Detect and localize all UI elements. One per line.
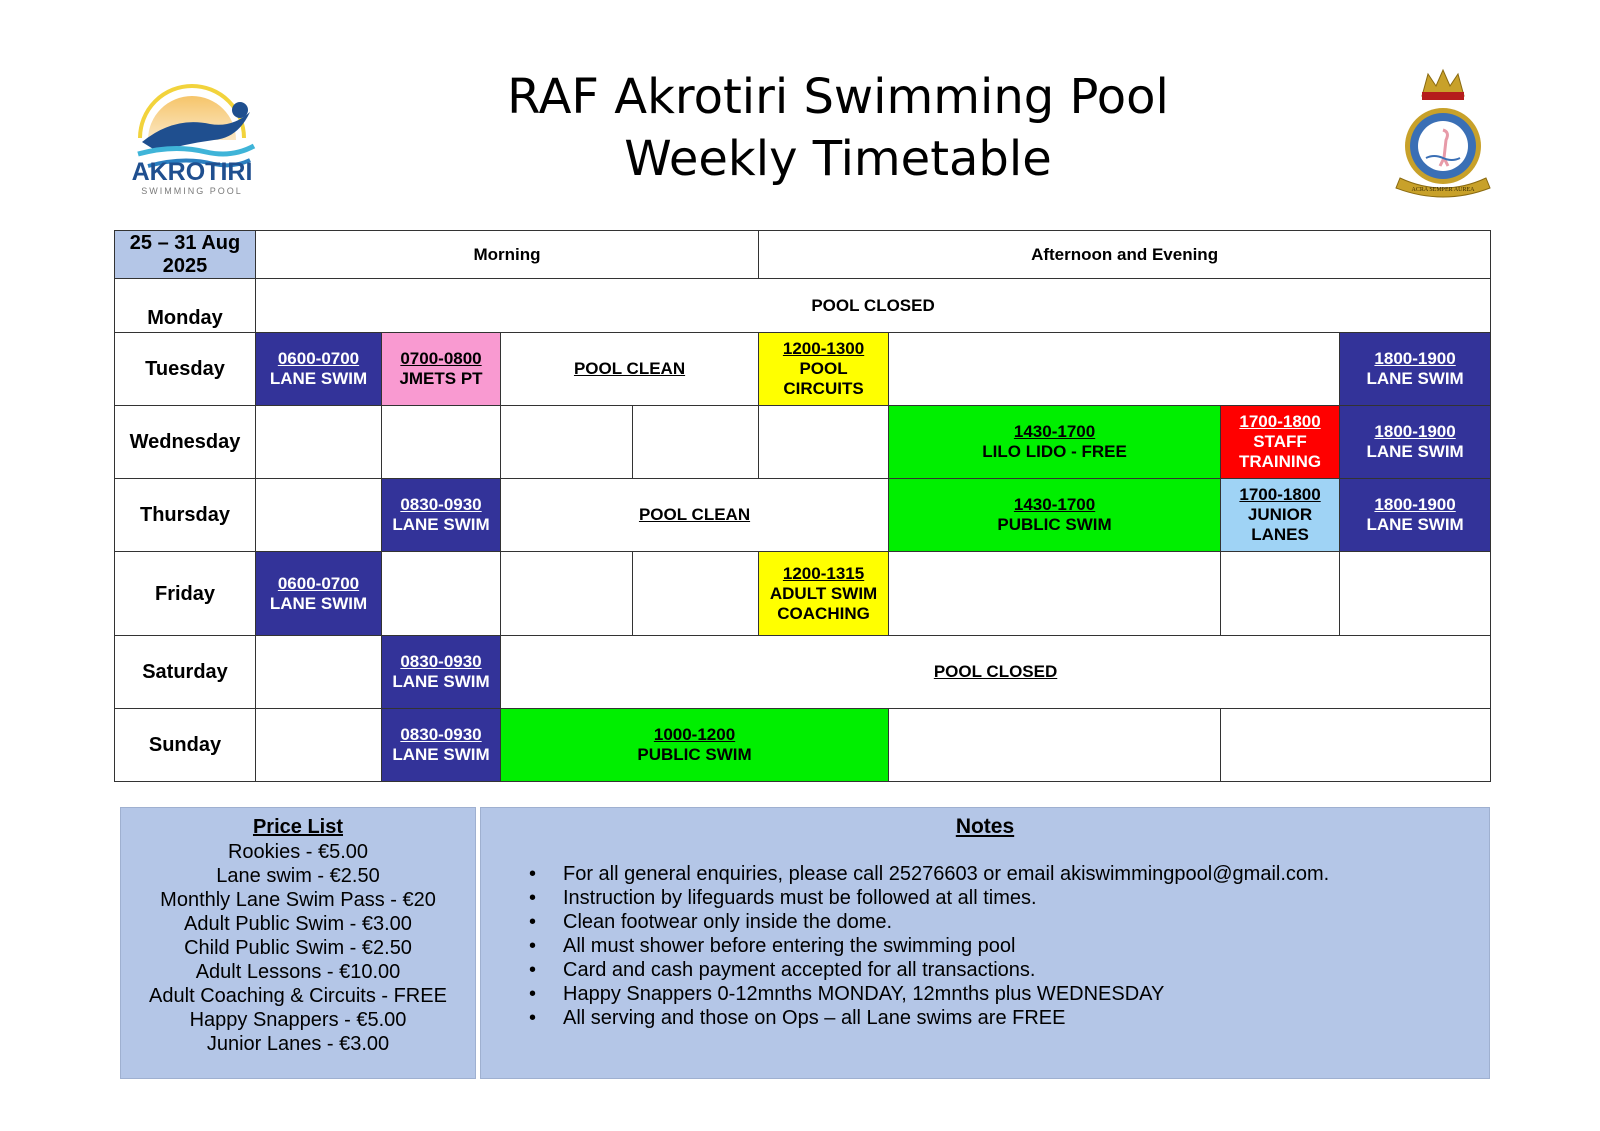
session-name: LANE SWIM [1366,515,1464,534]
empty-cell [633,552,759,636]
price-item: Lane swim - €2.50 [216,865,380,887]
session-time: 1800-1900 [1374,422,1456,441]
title-line-2: Weekly Timetable [624,131,1052,187]
session-name: LILO LIDO - FREE [982,442,1127,461]
raf-akrotiri-crest [1392,66,1494,202]
session-name: LANE SWIM [392,745,490,764]
session-name: LANE SWIM [269,593,368,613]
session-jmets-pt [382,333,501,406]
session-name: JUNIOR LANES [1247,505,1313,544]
session-time: 0600-0700 [277,349,360,368]
row-saturday [115,636,1491,709]
session-name: LANE SWIM [1366,369,1464,388]
session-name: PUBLIC SWIM [637,745,752,764]
weekly-timetable [114,230,1491,782]
price-item: Child Public Swim - €2.50 [184,937,412,959]
day-label: Monday [115,279,256,333]
row-tuesday [115,333,1491,406]
empty-cell [889,333,1340,406]
session-lane-swim [1340,333,1491,406]
session-time: 0700-0800 [400,349,482,368]
empty-cell [1340,552,1491,636]
empty-cell [256,636,382,709]
session-lilo-lido [889,406,1221,479]
pool-closed: POOL CLOSED [256,279,1491,333]
date-range: 25 – 31 Aug 2025 [115,231,256,279]
empty-cell [633,406,759,479]
session-time: 1430-1700 [1013,495,1096,514]
price-item: Adult Public Swim - €3.00 [184,913,412,935]
note-item: • Instruction by lifeguards must be followed at all times. [563,886,1489,910]
note-item: • Card and cash payment accepted for all transactions. [563,958,1489,982]
session-time: 1700-1800 [1239,412,1321,431]
price-item: Monthly Lane Swim Pass - €20 [160,889,436,911]
pool-clean-label: POOL CLEAN [573,359,686,378]
session-name: JMETS PT [399,369,483,388]
session-time: 1200-1315 [782,563,865,583]
logo-name: AKROTIRI [131,158,253,186]
col-afternoon-evening: Afternoon and Evening [759,231,1491,279]
empty-cell [382,406,501,479]
price-item: Adult Coaching & Circuits - FREE [149,985,447,1007]
session-lane-swim [382,636,501,709]
empty-cell [382,552,501,636]
col-morning: Morning [256,231,759,279]
session-lane-swim [382,709,501,782]
note-item: • Happy Snappers 0-12mnths MONDAY, 12mnths plus WEDNESDAY [563,982,1489,1006]
price-list-heading: Price List [252,816,344,838]
note-item: • All serving and those on Ops – all Lane swims are FREE [563,1006,1489,1030]
price-item: Happy Snappers - €5.00 [189,1009,407,1031]
day-label: Wednesday [115,406,256,479]
session-name: LANE SWIM [1366,442,1464,461]
session-public-swim [889,479,1221,552]
title-line-1: RAF Akrotiri Swimming Pool [507,69,1169,125]
session-lane-swim [1340,479,1491,552]
session-name: ADULT SWIM COACHING [769,583,878,623]
empty-cell [889,709,1221,782]
session-staff-training [1221,406,1340,479]
row-monday [115,279,1491,333]
session-time: 0830-0930 [400,495,482,514]
session-name: STAFF TRAINING [1238,432,1322,471]
empty-cell [501,552,633,636]
day-label: Thursday [115,479,256,552]
session-time: 1800-1900 [1374,349,1456,368]
session-lane-swim [256,552,382,636]
empty-cell [256,709,382,782]
session-public-swim [501,709,889,782]
session-name: PUBLIC SWIM [997,515,1112,534]
page-title [438,66,1238,190]
empty-cell [501,406,633,479]
notes-list [481,862,1489,1030]
empty-cell [1221,552,1340,636]
session-time: 1700-1800 [1239,485,1321,504]
row-sunday [115,709,1491,782]
notes-panel [480,807,1490,1079]
session-time: 1430-1700 [1013,422,1096,441]
session-name: LANE SWIM [392,515,490,534]
note-item: • For all general enquiries, please call 25276603 or email akiswimmingpool@gmail.com. [563,862,1489,886]
pool-closed-label: POOL CLOSED [933,662,1058,681]
header-row [115,231,1491,279]
empty-cell [759,406,889,479]
session-adult-swim-coaching [759,552,889,636]
pool-clean [501,333,759,406]
session-time: 0600-0700 [277,573,360,593]
note-item: • All must shower before entering the swimming pool [563,934,1489,958]
empty-cell [889,552,1221,636]
empty-cell [1221,709,1491,782]
logo-tagline: SWIMMING POOL [141,186,243,196]
price-item: Adult Lessons - €10.00 [195,961,401,983]
session-time: 0830-0930 [400,725,482,744]
row-thursday [115,479,1491,552]
price-item: Junior Lanes - €3.00 [206,1033,390,1055]
crest-motto: ACRA SEMPER AUREA [1411,187,1475,193]
price-list-panel [120,807,476,1079]
session-time: 0830-0930 [400,652,482,671]
session-lane-swim [256,333,382,406]
session-name: LANE SWIM [392,672,490,691]
session-junior-lanes [1221,479,1340,552]
note-item: • Clean footwear only inside the dome. [563,910,1489,934]
session-lane-swim [382,479,501,552]
session-pool-circuits [759,333,889,406]
session-time: 1000-1200 [653,725,736,744]
notes-heading: Notes [955,815,1015,838]
pool-closed [501,636,1491,709]
akrotiri-pool-logo [114,66,270,198]
session-time: 1200-1300 [782,339,865,358]
day-label: Sunday [115,709,256,782]
session-lane-swim [1340,406,1491,479]
day-label: Friday [115,552,256,636]
day-label: Tuesday [115,333,256,406]
session-name: LANE SWIM [269,369,368,388]
session-name: POOL CIRCUITS [783,359,864,398]
pool-clean [501,479,889,552]
empty-cell [256,479,382,552]
price-item: Rookies - €5.00 [227,841,369,863]
pool-clean-label: POOL CLEAN [638,505,751,524]
row-wednesday [115,406,1491,479]
row-friday [115,552,1491,636]
day-label: Saturday [115,636,256,709]
session-time: 1800-1900 [1374,495,1456,514]
empty-cell [256,406,382,479]
